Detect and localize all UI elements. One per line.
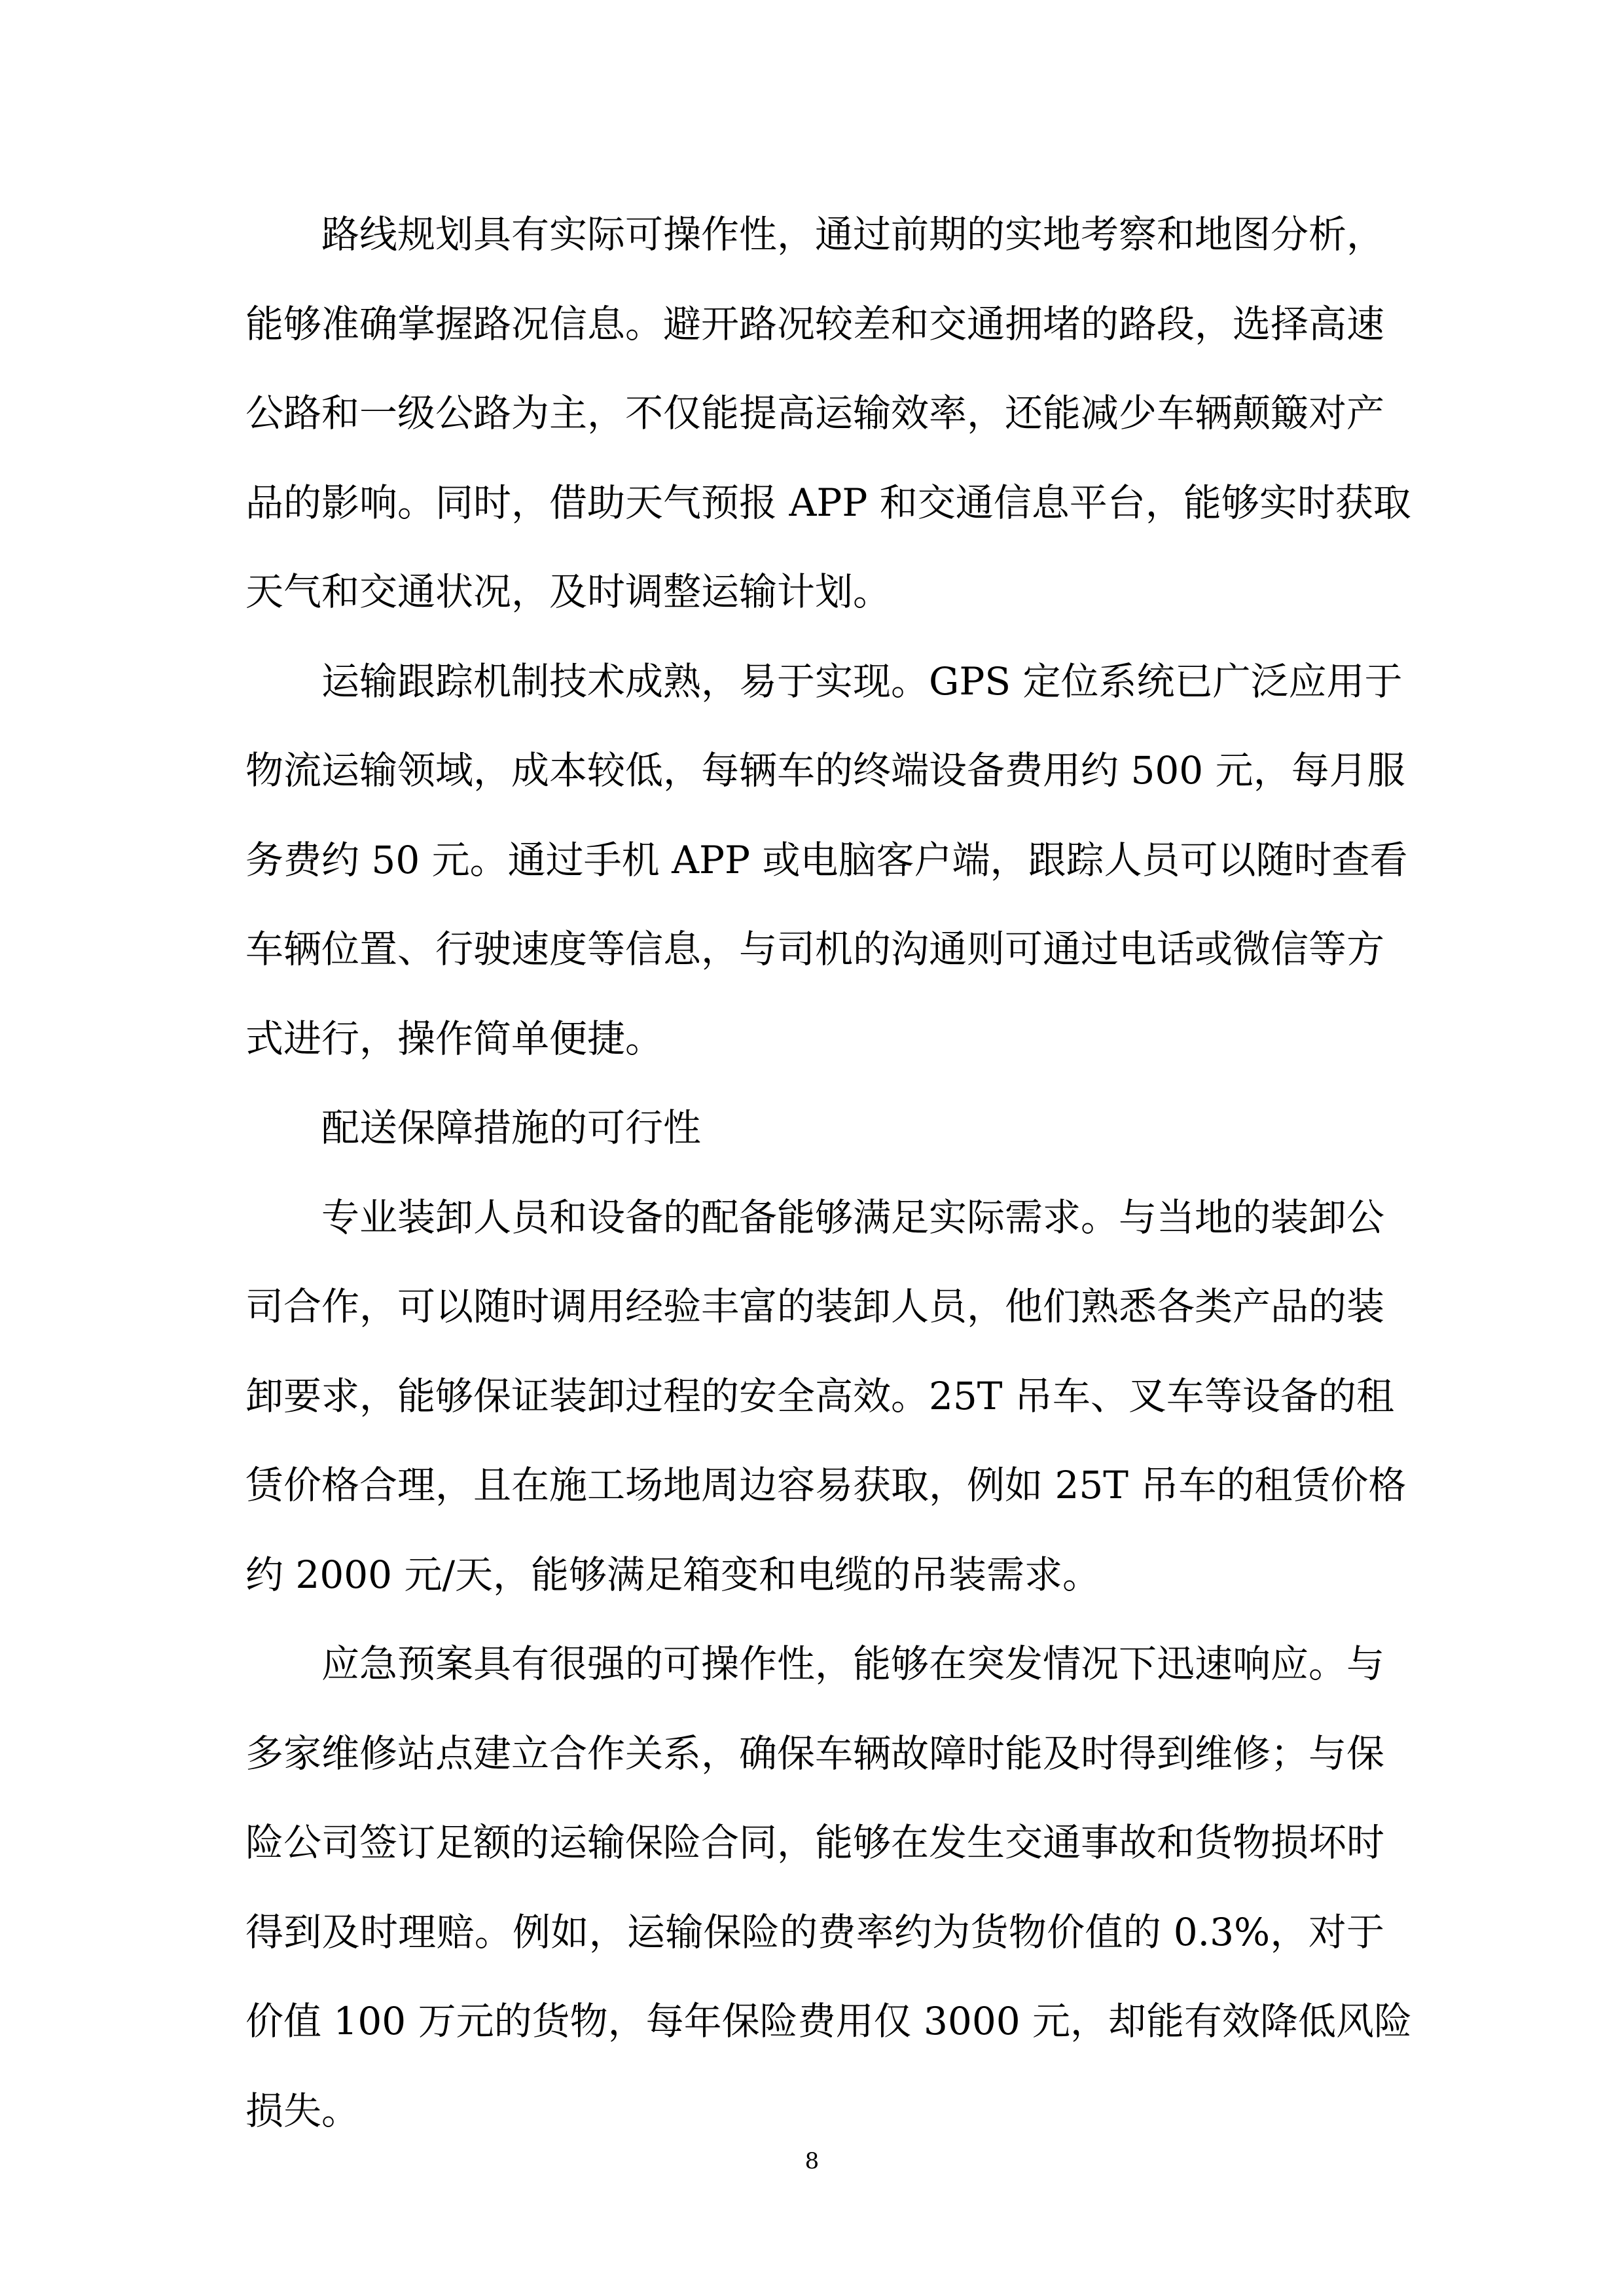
document-body bbox=[245, 190, 1413, 2155]
text-line: 天气和交通状况，及时调整运输计划。 bbox=[245, 569, 892, 614]
page-number: 8 bbox=[804, 2148, 820, 2174]
text-line: 配送保障措施的可行性 bbox=[321, 1105, 702, 1150]
paragraph-emergency-plan bbox=[245, 1619, 1413, 2155]
section-heading bbox=[245, 1083, 1384, 1173]
text-line: 卸要求，能够保证装卸过程的安全高效。25T 吊车、叉车等设备的租 bbox=[245, 1373, 1394, 1418]
text-line: 运输跟踪机制技术成熟，易于实现。GPS 定位系统已广泛应用于 bbox=[321, 658, 1403, 704]
text-line: 得到及时理赔。例如，运输保险的费率约为货物价值的 0.3%，对于 bbox=[245, 1909, 1384, 1954]
text-line: 务费约 50 元。通过手机 APP 或电脑客户端，跟踪人员可以随时查看 bbox=[245, 837, 1408, 882]
text-line: 约 2000 元/天，能够满足箱变和电缆的吊装需求。 bbox=[245, 1552, 1101, 1597]
text-line: 路线规划具有实际可操作性，通过前期的实地考察和地图分析， bbox=[321, 212, 1385, 257]
paragraph-route-planning bbox=[245, 190, 1411, 637]
text-line: 能够准确掌握路况信息。避开路况较差和交通拥堵的路段，选择高速 bbox=[245, 301, 1385, 346]
text-line: 品的影响。同时，借助天气预报 APP 和交通信息平台，能够实时获取 bbox=[245, 480, 1411, 525]
text-line: 赁价格合理，且在施工场地周边容易获取，例如 25T 吊车的租赁价格 bbox=[245, 1463, 1407, 1507]
text-line: 司合作，可以随时调用经验丰富的装卸人员，他们熟悉各类产品的装 bbox=[245, 1284, 1385, 1329]
text-line: 公路和一级公路为主，不仅能提高运输效率，还能减少车辆颠簸对产 bbox=[245, 391, 1385, 435]
text-line: 险公司签订足额的运输保险合同，能够在发生交通事故和货物损坏时 bbox=[245, 1820, 1385, 1865]
paragraph-loading-staff bbox=[245, 1173, 1407, 1620]
text-line: 专业装卸人员和设备的配备能够满足实际需求。与当地的装卸公 bbox=[321, 1194, 1385, 1240]
paragraph-tracking bbox=[245, 637, 1408, 1084]
text-line: 价值 100 万元的货物，每年保险费用仅 3000 元，却能有效降低风险 bbox=[245, 1999, 1413, 2043]
text-line: 多家维修站点建立合作关系，确保车辆故障时能及时得到维修；与保 bbox=[245, 1731, 1385, 1776]
text-line: 车辆位置、行驶速度等信息，与司机的沟通则可通过电话或微信等方 bbox=[245, 927, 1385, 971]
text-line: 损失。 bbox=[245, 2088, 360, 2133]
text-line: 式进行，操作简单便捷。 bbox=[245, 1016, 664, 1061]
text-line: 物流运输领域，成本较低，每辆车的终端设备费用约 500 元，每月服 bbox=[245, 748, 1405, 793]
text-line: 应急预案具有很强的可操作性，能够在突发情况下迅速响应。与 bbox=[321, 1641, 1385, 1686]
